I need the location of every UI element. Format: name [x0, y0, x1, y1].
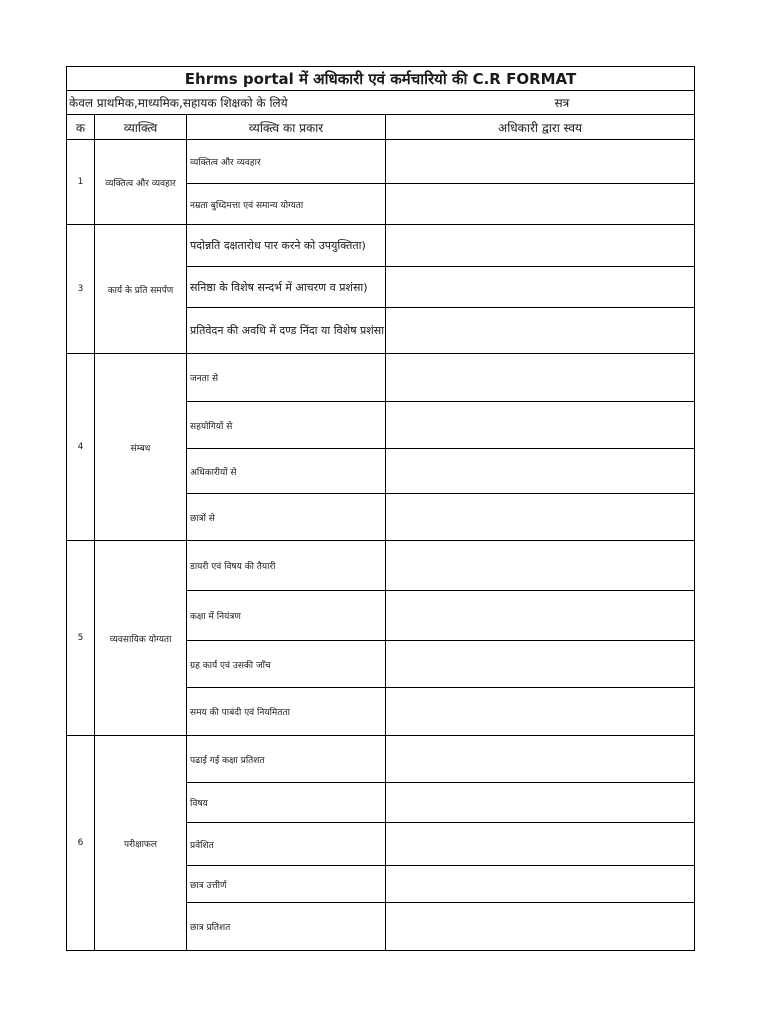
- officer-entry-cell[interactable]: [386, 641, 695, 688]
- item-label: जनता से: [187, 354, 386, 402]
- item-label: प्रवेशित: [187, 823, 386, 866]
- item-label: कक्षा में नियंत्रण: [187, 591, 386, 641]
- section-number: 5: [67, 541, 95, 736]
- item-label: सहयोगियों से: [187, 402, 386, 449]
- section-category: कार्य के प्रति समर्पण: [95, 225, 187, 354]
- item-label: व्यक्तित्व और व्यवहार: [187, 140, 386, 184]
- item-label: डायरी एवं विषय की तैयारी: [187, 541, 386, 591]
- officer-entry-cell[interactable]: [386, 354, 695, 402]
- officer-entry-cell[interactable]: [386, 688, 695, 736]
- officer-entry-cell[interactable]: [386, 541, 695, 591]
- form-subtitle: केवल प्राथमिक,माध्यमिक,सहायक शिक्षको के लिये: [69, 96, 288, 110]
- section-category: व्यक्तित्व और व्यवहार: [95, 140, 187, 225]
- header-officer: अधिकारी द्वारा स्वय: [386, 115, 695, 140]
- section-category: व्यवसायिक योग्यता: [95, 541, 187, 736]
- header-personality: व्याक्त्वि: [95, 115, 187, 140]
- section-number: 3: [67, 225, 95, 354]
- officer-entry-cell[interactable]: [386, 736, 695, 783]
- session-label: सत्र: [554, 96, 570, 110]
- officer-entry-cell[interactable]: [386, 823, 695, 866]
- item-label: छात्रों से: [187, 494, 386, 541]
- table-row: [67, 140, 695, 184]
- item-label: छात्र उत्तीर्ण: [187, 866, 386, 903]
- form-subtitle-row: [67, 91, 695, 115]
- form-title: Ehrms portal में अधिकारी एवं कर्मचारियो की C.R FORMAT: [67, 67, 695, 91]
- section-number: 4: [67, 354, 95, 541]
- table-row: [67, 541, 695, 591]
- section-number: 6: [67, 736, 95, 951]
- officer-entry-cell[interactable]: [386, 783, 695, 823]
- header-sn: क: [67, 115, 95, 140]
- item-label: विषय: [187, 783, 386, 823]
- officer-entry-cell[interactable]: [386, 225, 695, 267]
- officer-entry-cell[interactable]: [386, 308, 695, 354]
- cr-format-table: [66, 66, 695, 951]
- section-category: परीक्षाफल: [95, 736, 187, 951]
- officer-entry-cell[interactable]: [386, 591, 695, 641]
- table-row: [67, 736, 695, 783]
- section-number: 1: [67, 140, 95, 225]
- officer-entry-cell[interactable]: [386, 267, 695, 308]
- item-label: सनिष्ठा के विशेष सन्दर्भ में आचरण व प्रशंसा): [187, 267, 386, 308]
- table-row: [67, 354, 695, 402]
- header-row: [67, 115, 695, 140]
- officer-entry-cell[interactable]: [386, 402, 695, 449]
- item-label: पढाई गई कक्षा प्रतिशत: [187, 736, 386, 783]
- table-row: [67, 225, 695, 267]
- officer-entry-cell[interactable]: [386, 140, 695, 184]
- item-label: ग्रह कार्य एवं उसकी जाँच: [187, 641, 386, 688]
- officer-entry-cell[interactable]: [386, 494, 695, 541]
- item-label: नम्रता बुध्दिमत्ता एवं समान्य योग्यता: [187, 184, 386, 225]
- item-label: छात्र प्रतिशत: [187, 903, 386, 951]
- section-category: संम्बध: [95, 354, 187, 541]
- officer-entry-cell[interactable]: [386, 903, 695, 951]
- header-type: व्यक्त्वि का प्रकार: [187, 115, 386, 140]
- item-label: समय की पाबंदी एवं नियमितता: [187, 688, 386, 736]
- item-label: प्रतिवेदन की अवधि में दण्ड निंदा या विशेष प्रशंसा: [187, 308, 386, 354]
- officer-entry-cell[interactable]: [386, 449, 695, 494]
- item-label: पदोन्नति दक्षतारोध पार करने को उपयुक्तिता): [187, 225, 386, 267]
- item-label: अधिकारीयों से: [187, 449, 386, 494]
- officer-entry-cell[interactable]: [386, 866, 695, 903]
- officer-entry-cell[interactable]: [386, 184, 695, 225]
